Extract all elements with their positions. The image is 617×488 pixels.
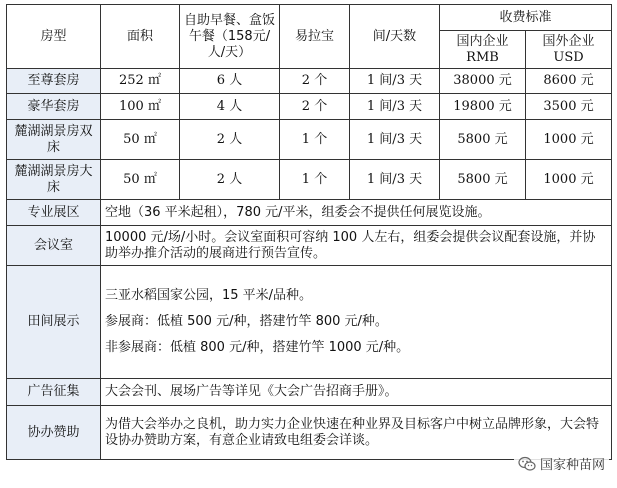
foreign-price-cell: 3500 元 [526,94,612,120]
meal-cell: 2 人 [180,120,280,160]
room-type-cell: 豪华套房 [7,94,101,120]
section-label: 田间展示 [7,266,101,379]
field-line: 三亚水稻国家公园，15 平米/品种。 [105,288,313,303]
header-fee-standard: 收费标准 [440,5,612,31]
section-label: 广告征集 [7,379,101,406]
table-row [7,120,612,160]
domestic-price-cell: 5800 元 [440,120,526,160]
domestic-price-cell: 5800 元 [440,160,526,200]
section-text: 为借大会举办之良机，助力实力企业快速在种业界及目标客户中树立品牌形象，大会特设协办赞助方案，有意企业请致电组委会详谈。 [101,406,612,460]
section-text [101,266,612,379]
domestic-price-cell: 19800 元 [440,94,526,120]
easel-cell: 1 个 [280,160,350,200]
header-domestic-label: 国内企业 [456,33,509,49]
foreign-price-cell: 1000 元 [526,160,612,200]
meal-cell: 4 人 [180,94,280,120]
section-text: 大会会刊、展场广告等详见《大会广告招商手册》。 [101,379,612,406]
room-type-cell: 至尊套房 [7,69,101,94]
field-line: 参展商：低植 500 元/种，搭建竹竿 800 元/种。 [105,314,388,329]
header-easel: 易拉宝 [280,5,350,69]
section-label: 会议室 [7,226,101,266]
easel-cell: 2 个 [280,69,350,94]
foreign-price-cell: 8600 元 [526,69,612,94]
meal-cell: 6 人 [180,69,280,94]
section-text: 空地（36 平米起租），780 元/平米，组委会不提供任何展览设施。 [101,200,612,226]
room-days-cell: 1 间/3 天 [350,120,440,160]
domestic-price-cell: 38000 元 [440,69,526,94]
area-cell: 252 ㎡ [101,69,180,94]
easel-cell: 2 个 [280,94,350,120]
wechat-icon [518,456,536,472]
section-row-exhibition [7,200,612,226]
room-days-cell: 1 间/3 天 [350,160,440,200]
area-cell: 50 ㎡ [101,160,180,200]
table-row [7,94,612,120]
field-line: 非参展商：低植 800 元/种，搭建竹竿 1000 元/种。 [105,340,410,355]
section-label: 专业展区 [7,200,101,226]
area-cell: 100 ㎡ [101,94,180,120]
header-foreign [526,31,612,69]
watermark-text: 国家种苗网 [539,458,605,473]
meal-cell: 2 人 [180,160,280,200]
table-row [7,69,612,94]
header-area: 面积 [101,5,180,69]
header-foreign-label: 国外企业 [542,33,595,49]
section-text: 10000 元/场/小时。会议室面积可容纳 100 人左右，组委会提供会议配套设施，并协助举办推介活动的展商进行预告宣传。 [101,226,612,266]
room-days-cell: 1 间/3 天 [350,94,440,120]
section-row-meeting [7,226,612,266]
fee-table [6,4,612,460]
header-meal: 自助早餐、盒饭午餐（158元/人/天） [180,5,280,69]
header-domestic [440,31,526,69]
section-row-sponsor [7,406,612,460]
watermark [514,453,609,474]
section-label: 协办赞助 [7,406,101,460]
header-foreign-unit: USD [553,49,584,65]
room-type-cell: 麓湖湖景房双床 [7,120,101,160]
room-days-cell: 1 间/3 天 [350,69,440,94]
table-row [7,160,612,200]
area-cell: 50 ㎡ [101,120,180,160]
header-room-days: 间/天数 [350,5,440,69]
section-row-field [7,266,612,379]
foreign-price-cell: 1000 元 [526,120,612,160]
header-room-type: 房型 [7,5,101,69]
easel-cell: 1 个 [280,120,350,160]
room-type-cell: 麓湖湖景房大床 [7,160,101,200]
header-domestic-unit: RMB [466,49,499,65]
section-row-ads [7,379,612,406]
